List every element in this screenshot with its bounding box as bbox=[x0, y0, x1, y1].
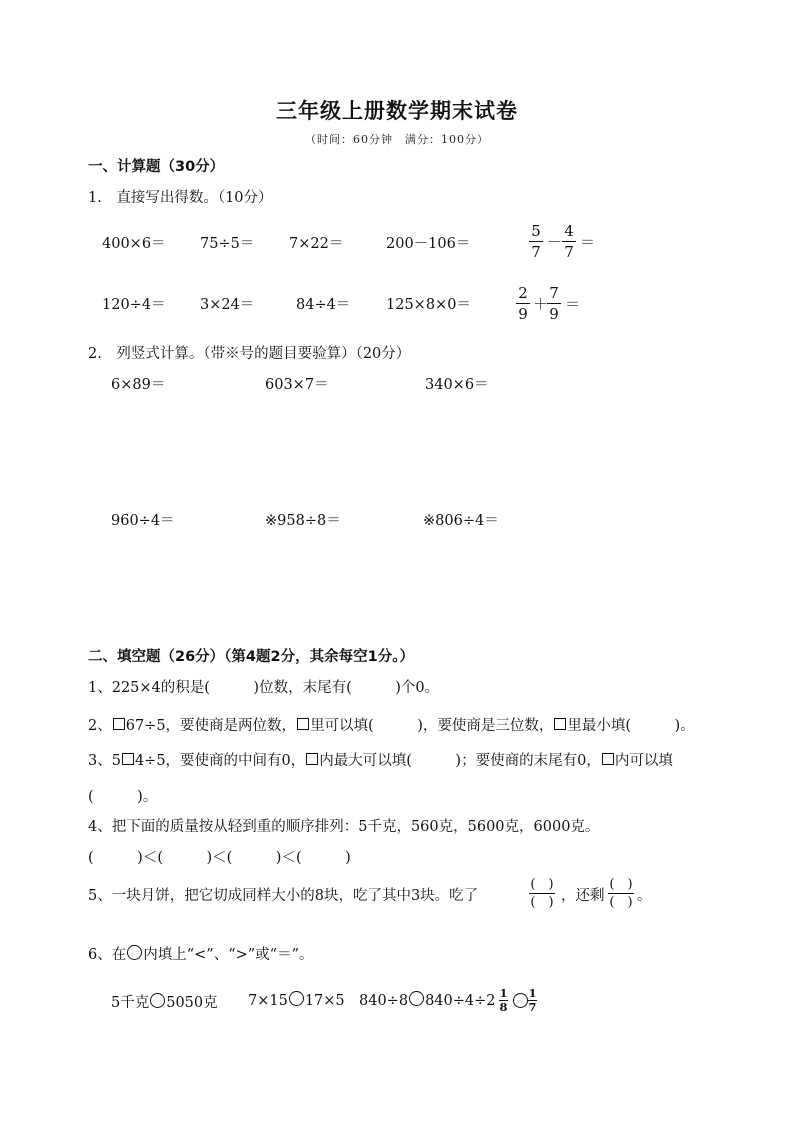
section-1-heading: 一、计算题（30分） bbox=[88, 159, 225, 175]
calc-item: 3×24＝ bbox=[200, 297, 255, 313]
compare-left: 5千克 bbox=[111, 995, 150, 1011]
circle-blank-icon bbox=[409, 991, 424, 1006]
square-box-icon bbox=[554, 718, 566, 730]
calc-item: 84÷4＝ bbox=[296, 297, 351, 313]
text-segment: 3、5 bbox=[88, 753, 121, 769]
compare-right: 17×5 bbox=[304, 993, 345, 1009]
square-box-icon bbox=[602, 753, 614, 765]
fraction-denominator: ( ) bbox=[530, 895, 554, 910]
fraction bbox=[516, 284, 530, 323]
compare-right: 840÷4÷2 bbox=[425, 993, 496, 1009]
vertical-calc-item: 603×7＝ bbox=[265, 377, 329, 393]
fraction-numerator: 7 bbox=[549, 284, 559, 302]
fraction-numerator: 4 bbox=[564, 222, 574, 240]
fraction-denominator: 7 bbox=[528, 1000, 537, 1014]
fraction bbox=[529, 222, 543, 261]
fraction-numerator: 2 bbox=[518, 284, 528, 302]
vertical-calc-item: ※958÷8＝ bbox=[265, 513, 341, 529]
fraction-denominator: ( ) bbox=[609, 895, 633, 910]
operator: － bbox=[547, 233, 563, 251]
fraction-numerator: ( ) bbox=[530, 877, 554, 892]
text-segment: 5、一块月饼，把它切成同样大小的8块，吃了其中3块。吃了 bbox=[88, 888, 479, 904]
text-segment: 4÷5，要使商的中间有0， bbox=[134, 753, 306, 769]
circle-blank-icon bbox=[127, 945, 142, 960]
page-title: 三年级上册数学期末试卷 bbox=[276, 99, 518, 123]
vertical-calc-item: 6×89＝ bbox=[111, 377, 166, 393]
section-2-heading: 二、填空题（26分）（第4题2分，其余每空1分。） bbox=[88, 649, 414, 665]
compare-item bbox=[111, 991, 218, 1012]
calc-item: 75÷5＝ bbox=[200, 236, 255, 252]
fill-question-3 bbox=[88, 749, 673, 770]
equals-sign: ＝ bbox=[565, 295, 581, 313]
compare-item bbox=[359, 991, 496, 1009]
circle-blank-icon bbox=[513, 993, 528, 1008]
square-box-icon bbox=[297, 718, 309, 730]
text-segment: 2、 bbox=[88, 718, 112, 734]
fill-question-4-blanks: ( )＜( )＜( )＜( ) bbox=[88, 850, 351, 866]
compare-left: 840÷8 bbox=[359, 993, 409, 1009]
text-segment: 67÷5，要使商是两位数， bbox=[125, 718, 297, 734]
fill-question-6 bbox=[88, 943, 314, 964]
fill-question-4: 4、把下面的质量按从轻到重的顺序排列：5千克，560克，5600克，6000克。 bbox=[88, 819, 600, 835]
square-box-icon bbox=[306, 753, 318, 765]
fraction-bar bbox=[516, 303, 530, 304]
fraction-bar bbox=[608, 893, 634, 894]
fraction-denominator: 7 bbox=[531, 243, 541, 261]
fraction-numerator: ( ) bbox=[609, 877, 633, 892]
text-segment: 里最小填( )。 bbox=[567, 718, 695, 734]
question-1-1: 1. 直接写出得数。（10分） bbox=[88, 190, 273, 206]
circle-blank-icon bbox=[289, 991, 304, 1006]
fraction-numerator: 1 bbox=[528, 986, 537, 1000]
calc-item: 400×6＝ bbox=[102, 236, 166, 252]
operator: ＋ bbox=[533, 295, 549, 313]
vertical-calc-item: 340×6＝ bbox=[425, 377, 489, 393]
fraction-bar bbox=[547, 303, 561, 304]
fraction bbox=[499, 988, 508, 1013]
fraction bbox=[547, 284, 561, 323]
calc-item: 7×22＝ bbox=[289, 236, 344, 252]
equals-sign: ＝ bbox=[580, 233, 596, 251]
fraction-bar bbox=[529, 893, 555, 894]
fraction-bar bbox=[529, 241, 543, 242]
fraction-bar bbox=[562, 241, 576, 242]
square-box-icon bbox=[122, 753, 134, 765]
fill-question-5 bbox=[88, 884, 478, 905]
blank-fraction bbox=[608, 877, 634, 910]
fraction-denominator: 7 bbox=[564, 243, 574, 261]
square-box-icon bbox=[113, 718, 125, 730]
fraction-denominator: 9 bbox=[549, 305, 559, 323]
compare-item bbox=[248, 991, 345, 1009]
text-segment: 内最大可以填( )；要使商的末尾有0， bbox=[319, 753, 601, 769]
circle-blank-icon bbox=[150, 993, 165, 1008]
blank-fraction bbox=[529, 877, 555, 910]
fill-question-3-continued: ( )。 bbox=[88, 789, 158, 805]
fraction-denominator: 9 bbox=[518, 305, 528, 323]
calc-item: 125×8×0＝ bbox=[386, 297, 471, 313]
fraction-numerator: 1 bbox=[499, 986, 508, 1000]
fill-question-2 bbox=[88, 714, 695, 735]
calc-item: 120÷4＝ bbox=[102, 297, 166, 313]
text-segment: 内可以填 bbox=[614, 753, 673, 769]
text-segment: 内填上“<”、“>”或“＝”。 bbox=[143, 947, 314, 963]
fill-question-1: 1、225×4的积是( )位数，末尾有( )个0。 bbox=[88, 680, 440, 696]
question-1-2: 2. 列竖式计算。（带※号的题目要验算）（20分） bbox=[88, 346, 411, 362]
text-segment: 里可以填( )，要使商是三位数， bbox=[310, 718, 554, 734]
fraction bbox=[562, 222, 576, 261]
text-segment: 6、在 bbox=[88, 947, 127, 963]
fraction bbox=[528, 988, 537, 1013]
text-segment: 。 bbox=[637, 888, 652, 904]
compare-left: 7×15 bbox=[248, 993, 288, 1009]
page-subtitle: （时间：60分钟 满分：100分） bbox=[305, 133, 489, 146]
fraction-numerator: 5 bbox=[531, 222, 541, 240]
vertical-calc-item: 960÷4＝ bbox=[111, 513, 175, 529]
compare-right: 5050克 bbox=[166, 995, 218, 1011]
vertical-calc-item: ※806÷4＝ bbox=[423, 513, 499, 529]
fraction-denominator: 8 bbox=[499, 1000, 508, 1014]
text-segment: ，还剩 bbox=[561, 888, 605, 904]
calc-item: 200－106＝ bbox=[386, 236, 471, 252]
